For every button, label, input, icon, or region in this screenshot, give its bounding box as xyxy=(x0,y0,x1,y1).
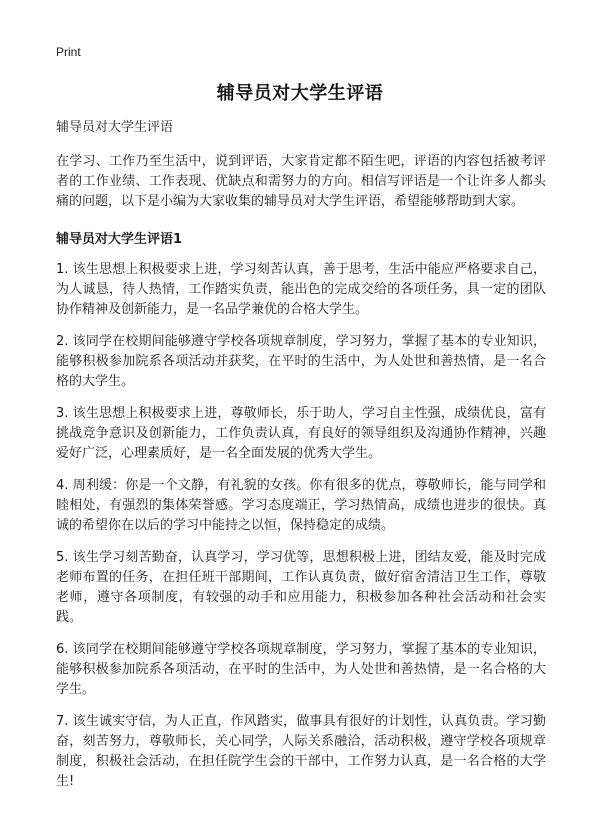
comment-item-3: 3. 该生思想上积极要求上进，尊敬师长，乐于助人，学习自主性强，成绩优良，富有挑战竞争意识及创新能力，工作负责认真，有良好的领导组织及沟通协作精神，兴趣爱好广泛，心理素质好，是一名全面发展的优秀大学生。 xyxy=(56,406,546,461)
comment-item-6: 6. 该同学在校期间能够遵守学校各项规章制度，学习努力，掌握了基本的专业知识，能够积极参加院系各项活动，在平时的生活中，为人处世和善热情，是一名合格的大学生。 xyxy=(56,642,546,697)
page-title: 辅导员对大学生评语 xyxy=(216,83,384,104)
section-heading: 辅导员对大学生评语1 xyxy=(56,232,183,247)
print-link[interactable]: Print xyxy=(56,45,81,59)
document-body xyxy=(56,118,546,804)
comment-item-1: 1. 该生思想上积极要求上进，学习刻苦认真，善于思考，生活中能应严格要求自己，为人诚恳，待人热情，工作踏实负责，能出色的完成交给的各项任务，具一定的团队协作精神及创新能力，是一名品学兼优的合格大学生。 xyxy=(56,262,546,317)
document-subtitle: 辅导员对大学生评语 xyxy=(56,120,174,135)
intro-paragraph: 在学习、工作乃至生活中，说到评语，大家肯定都不陌生吧，评语的内容包括被考评者的工作业绩、工作表现、优缺点和需努力的方向。相信写评语是一个让许多人都头痛的问题，以下是小编为大家收集的辅导员对大学生评语，希望能够帮助到大家。 xyxy=(56,154,546,209)
comment-item-7: 7. 该生诚实守信，为人正直，作风踏实，做事具有很好的计划性，认真负责。学习勤奋，刻苦努力，尊敬师长，关心同学，人际关系融洽，活动积极，遵守学校各项规章制度，积极社会活动，在担任院学生会的干部中，工作努力认真，是一名合格的大学生! xyxy=(56,714,546,789)
comment-item-2: 2. 该同学在校期间能够遵守学校各项规章制度，学习努力，掌握了基本的专业知识，能够积极参加院系各项活动并获奖，在平时的生活中，为人处世和善热情，是一名合格的大学生。 xyxy=(56,334,546,389)
comment-item-5: 5. 该生学习刻苦勤奋，认真学习，学习优等，思想积极上进，团结友爱，能及时完成老师布置的任务，在担任班干部期间，工作认真负责，做好宿舍清洁卫生工作，尊敬老师，遵守各项制度，有较强的动手和应用能力，积极参加各种社会活动和社会实践。 xyxy=(56,550,546,625)
comment-item-4: 4. 周利缓：你是一个文静，有礼貌的女孩。你有很多的优点，尊敬师长，能与同学和睦相处，有强烈的集体荣誉感。学习态度端正，学习热情高，成绩也进步的很快。真诚的希望你在以后的学习中能持之以恒，保持稳定的成绩。 xyxy=(56,478,546,533)
